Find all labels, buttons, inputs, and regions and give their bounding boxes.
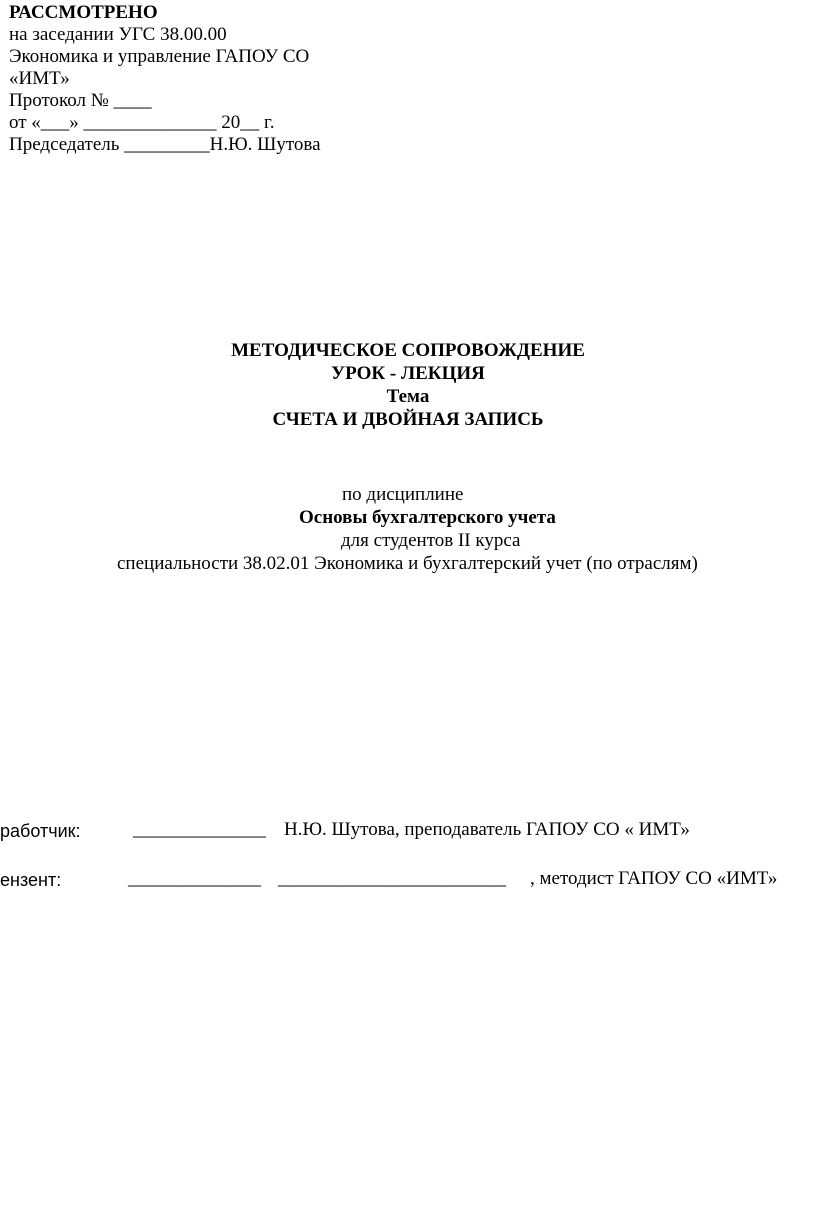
reviewer-label: ензент:	[0, 870, 62, 890]
approval-department-line: Экономика и управление ГАПОУ СО	[9, 46, 310, 67]
title-methodical-support: МЕТОДИЧЕСКОЕ СОПРОВОЖДЕНИЕ	[231, 340, 585, 361]
title-lesson-type: УРОК - ЛЕКЦИЯ	[331, 363, 485, 384]
approval-meeting-line: на заседании УГС 38.00.00	[9, 24, 227, 45]
reviewer-position: , методист ГАПОУ СО «ИМТ»	[530, 868, 778, 889]
developer-label: работчик:	[0, 821, 81, 841]
approval-institution-line: «ИМТ»	[9, 68, 70, 89]
discipline-students: для студентов II курса	[341, 530, 521, 551]
approval-heading: РАССМОТРЕНО	[9, 2, 158, 23]
reviewer-name-line: ________________________	[278, 868, 506, 889]
developer-signature-line: ______________	[133, 819, 266, 840]
discipline-intro: по дисциплине	[342, 484, 464, 505]
discipline-block	[0, 484, 816, 576]
discipline-name: Основы бухгалтерского учета	[299, 507, 556, 528]
discipline-specialty: специальности 38.02.01 Экономика и бухгалтерский учет (по отраслям)	[117, 553, 698, 574]
reviewer-signature-line: ______________	[128, 868, 261, 889]
approval-date-line: от «___» ______________ 20__ г.	[9, 112, 275, 133]
approval-chairman-line: Председатель _________Н.Ю. Шутова	[9, 134, 321, 155]
document-title-block	[0, 340, 816, 432]
title-topic-label: Тема	[386, 386, 430, 407]
approval-protocol-line: Протокол № ____	[9, 90, 152, 111]
developer-name: Н.Ю. Шутова, преподаватель ГАПОУ СО « ИМТ»	[284, 819, 690, 840]
title-topic: СЧЕТА И ДВОЙНАЯ ЗАПИСЬ	[272, 409, 544, 430]
approval-block	[9, 2, 321, 156]
